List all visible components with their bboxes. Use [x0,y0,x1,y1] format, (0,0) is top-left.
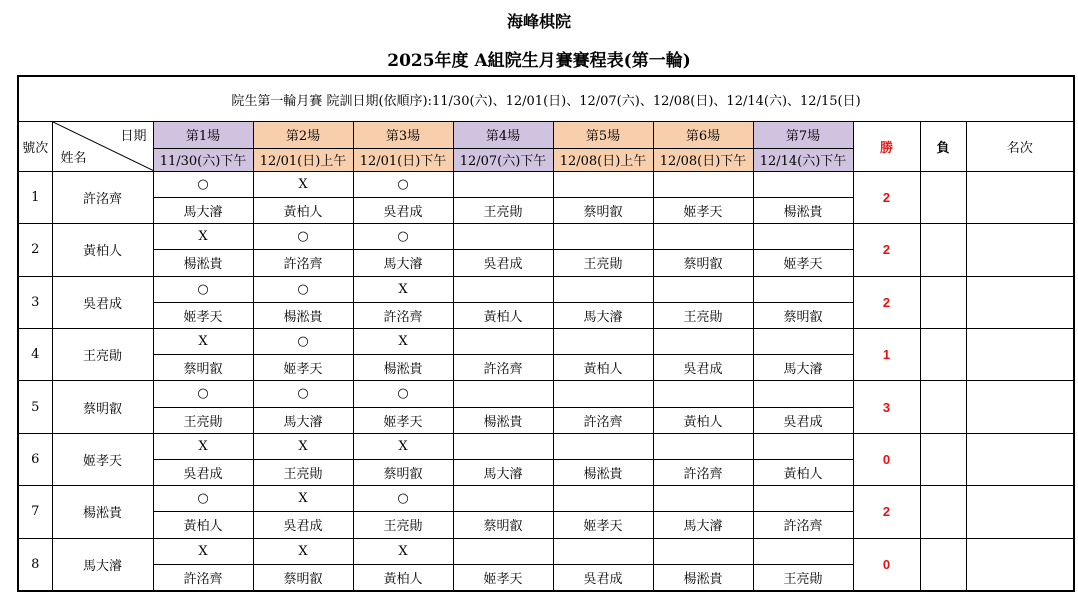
opponent-name: 楊淞貴 [653,564,753,591]
session-time: 11/30(六)下午 [153,148,253,171]
opponent-name: 王亮勛 [153,407,253,433]
match-result: ○ [253,224,353,250]
opponent-name: 姬孝天 [253,355,353,381]
match-result [753,486,853,512]
match-result: ○ [353,486,453,512]
match-result [553,486,653,512]
session-time: 12/08(日)上午 [553,148,653,171]
opponent-name: 黃柏人 [153,512,253,538]
name-label: 姓名 [60,150,87,166]
opponent-name: 馬大濬 [453,459,553,485]
match-result: X [353,328,453,354]
match-result: X [353,433,453,459]
player-number: 3 [18,276,52,328]
opponent-name: 蔡明叡 [653,250,753,276]
match-result [653,276,753,302]
opponent-name: 許洺齊 [253,250,353,276]
session-time: 12/07(六)下午 [453,148,553,171]
opponent-name: 馬大濬 [253,407,353,433]
org-title: 海峰棋院 [506,12,571,31]
match-result [553,538,653,564]
opponent-name: 吳君成 [153,459,253,485]
date-name-header [52,122,153,171]
rank-value [966,486,1074,538]
opponent-name: 楊淞貴 [553,459,653,485]
match-result: ○ [153,276,253,302]
rank-header: 名次 [966,122,1074,171]
opponent-name: 楊淞貴 [453,407,553,433]
match-result: X [153,224,253,250]
opponent-name: 王亮勛 [653,302,753,328]
win-count: 2 [853,486,920,538]
opponent-name: 吳君成 [753,407,853,433]
loss-count [920,276,966,328]
opponent-name: 黃柏人 [753,459,853,485]
loss-count [920,486,966,538]
match-result: X [153,328,253,354]
opponent-name: 許洺齊 [453,355,553,381]
player-name: 吳君成 [52,276,153,328]
match-result [753,433,853,459]
match-result: X [253,433,353,459]
match-result [453,538,553,564]
match-result: ○ [253,328,353,354]
match-result [453,381,553,407]
loss-count [920,328,966,380]
match-result: X [153,433,253,459]
player-name: 蔡明叡 [52,381,153,433]
win-count: 0 [853,433,920,485]
opponent-name: 王亮勛 [453,197,553,223]
match-result [553,171,653,197]
player-row [18,538,1074,564]
match-result [453,276,553,302]
match-result [453,486,553,512]
opponent-name: 蔡明叡 [753,302,853,328]
opponent-name: 蔡明叡 [153,355,253,381]
win-count: 1 [853,328,920,380]
win-count: 2 [853,171,920,223]
rank-value [966,328,1074,380]
opponent-name: 馬大濬 [153,197,253,223]
player-row [18,171,1074,197]
player-row [18,433,1074,459]
loss-count [920,381,966,433]
opponent-name: 黃柏人 [553,355,653,381]
match-result: X [253,486,353,512]
opponent-name: 許洺齊 [753,512,853,538]
match-result [553,433,653,459]
match-result: ○ [253,381,353,407]
player-name: 許洺齊 [52,171,153,223]
win-count: 2 [853,224,920,276]
session-time: 12/14(六)下午 [753,148,853,171]
opponent-name: 楊淞貴 [753,197,853,223]
opponent-name: 許洺齊 [153,564,253,591]
session-time: 12/08(日)下午 [653,148,753,171]
opponent-name: 吳君成 [353,197,453,223]
player-number: 4 [18,328,52,380]
opponent-name: 姬孝天 [453,564,553,591]
match-result [653,486,753,512]
match-result: ○ [153,486,253,512]
opponent-name: 蔡明叡 [253,564,353,591]
player-number: 6 [18,433,52,485]
opponent-name: 馬大濬 [653,512,753,538]
match-result: X [353,538,453,564]
match-result [553,328,653,354]
player-row [18,224,1074,250]
opponent-name: 馬大濬 [753,355,853,381]
match-result: ○ [253,276,353,302]
match-result [553,381,653,407]
match-result [653,538,753,564]
wins-header: 勝 [853,122,920,171]
session-label: 第1場 [153,122,253,148]
match-result [653,328,753,354]
losses-header: 負 [920,122,966,171]
player-number: 2 [18,224,52,276]
match-result [653,224,753,250]
session-label: 第6場 [653,122,753,148]
loss-count [920,224,966,276]
match-result: ○ [353,171,453,197]
match-result [653,381,753,407]
match-result [453,433,553,459]
match-result: ○ [153,171,253,197]
match-result [753,538,853,564]
opponent-name: 吳君成 [253,512,353,538]
match-result [553,276,653,302]
session-label: 第7場 [753,122,853,148]
opponent-name: 蔡明叡 [353,459,453,485]
session-time: 12/01(日)上午 [253,148,353,171]
opponent-name: 許洺齊 [553,407,653,433]
player-number: 5 [18,381,52,433]
opponent-name: 王亮勛 [553,250,653,276]
opponent-name: 黃柏人 [453,302,553,328]
player-row [18,486,1074,512]
loss-count [920,433,966,485]
opponent-name: 楊淞貴 [153,250,253,276]
rank-value [966,433,1074,485]
match-result: X [353,276,453,302]
player-row [18,276,1074,302]
player-name: 王亮勛 [52,328,153,380]
player-number: 7 [18,486,52,538]
rank-value [966,276,1074,328]
opponent-name: 吳君成 [453,250,553,276]
player-name: 姬孝天 [52,433,153,485]
player-name: 黃柏人 [52,224,153,276]
number-header: 號次 [18,122,52,171]
opponent-name: 姬孝天 [153,302,253,328]
match-result [753,381,853,407]
loss-count [920,538,966,591]
opponent-name: 黃柏人 [353,564,453,591]
opponent-name: 楊淞貴 [253,302,353,328]
date-label: 日期 [120,129,147,145]
match-result [753,328,853,354]
session-label: 第3場 [353,122,453,148]
opponent-name: 姬孝天 [553,512,653,538]
player-row [18,381,1074,407]
match-result [753,224,853,250]
opponent-name: 黃柏人 [253,197,353,223]
match-result: X [153,538,253,564]
opponent-name: 吳君成 [653,355,753,381]
match-result [453,328,553,354]
player-row [18,328,1074,354]
player-number: 8 [18,538,52,591]
win-count: 0 [853,538,920,591]
match-result: ○ [353,381,453,407]
rank-value [966,171,1074,223]
match-result [753,276,853,302]
rank-value [966,224,1074,276]
win-count: 3 [853,381,920,433]
player-name: 楊淞貴 [52,486,153,538]
schedule-title: 2025年度 A組院生月賽賽程表(第一輪) [387,51,691,71]
match-result [753,171,853,197]
opponent-name: 吳君成 [553,564,653,591]
match-result [553,224,653,250]
opponent-name: 蔡明叡 [453,512,553,538]
match-result: X [253,538,353,564]
schedule-table [17,75,1075,592]
opponent-name: 王亮勛 [353,512,453,538]
opponent-name: 姬孝天 [753,250,853,276]
session-label: 第4場 [453,122,553,148]
player-number: 1 [18,171,52,223]
win-count: 2 [853,276,920,328]
match-result [453,224,553,250]
opponent-name: 黃柏人 [653,407,753,433]
opponent-name: 姬孝天 [653,197,753,223]
opponent-name: 馬大濬 [353,250,453,276]
opponent-name: 許洺齊 [653,459,753,485]
match-result [453,171,553,197]
rank-value [966,381,1074,433]
opponent-name: 蔡明叡 [553,197,653,223]
opponent-name: 馬大濬 [553,302,653,328]
opponent-name: 楊淞貴 [353,355,453,381]
match-result: ○ [153,381,253,407]
training-dates-info: 院生第一輪月賽 院訓日期(依順序):11/30(六)、12/01(日)、12/07(六)、12/08(日)、12/14(六)、12/15(日) [18,76,1074,122]
rank-value [966,538,1074,591]
opponent-name: 王亮勛 [753,564,853,591]
match-result [653,171,753,197]
opponent-name: 許洺齊 [353,302,453,328]
match-result: X [253,171,353,197]
opponent-name: 王亮勛 [253,459,353,485]
loss-count [920,171,966,223]
session-label: 第2場 [253,122,353,148]
session-time: 12/01(日)下午 [353,148,453,171]
opponent-name: 姬孝天 [353,407,453,433]
session-label: 第5場 [553,122,653,148]
match-result [653,433,753,459]
player-name: 馬大濬 [52,538,153,591]
match-result: ○ [353,224,453,250]
